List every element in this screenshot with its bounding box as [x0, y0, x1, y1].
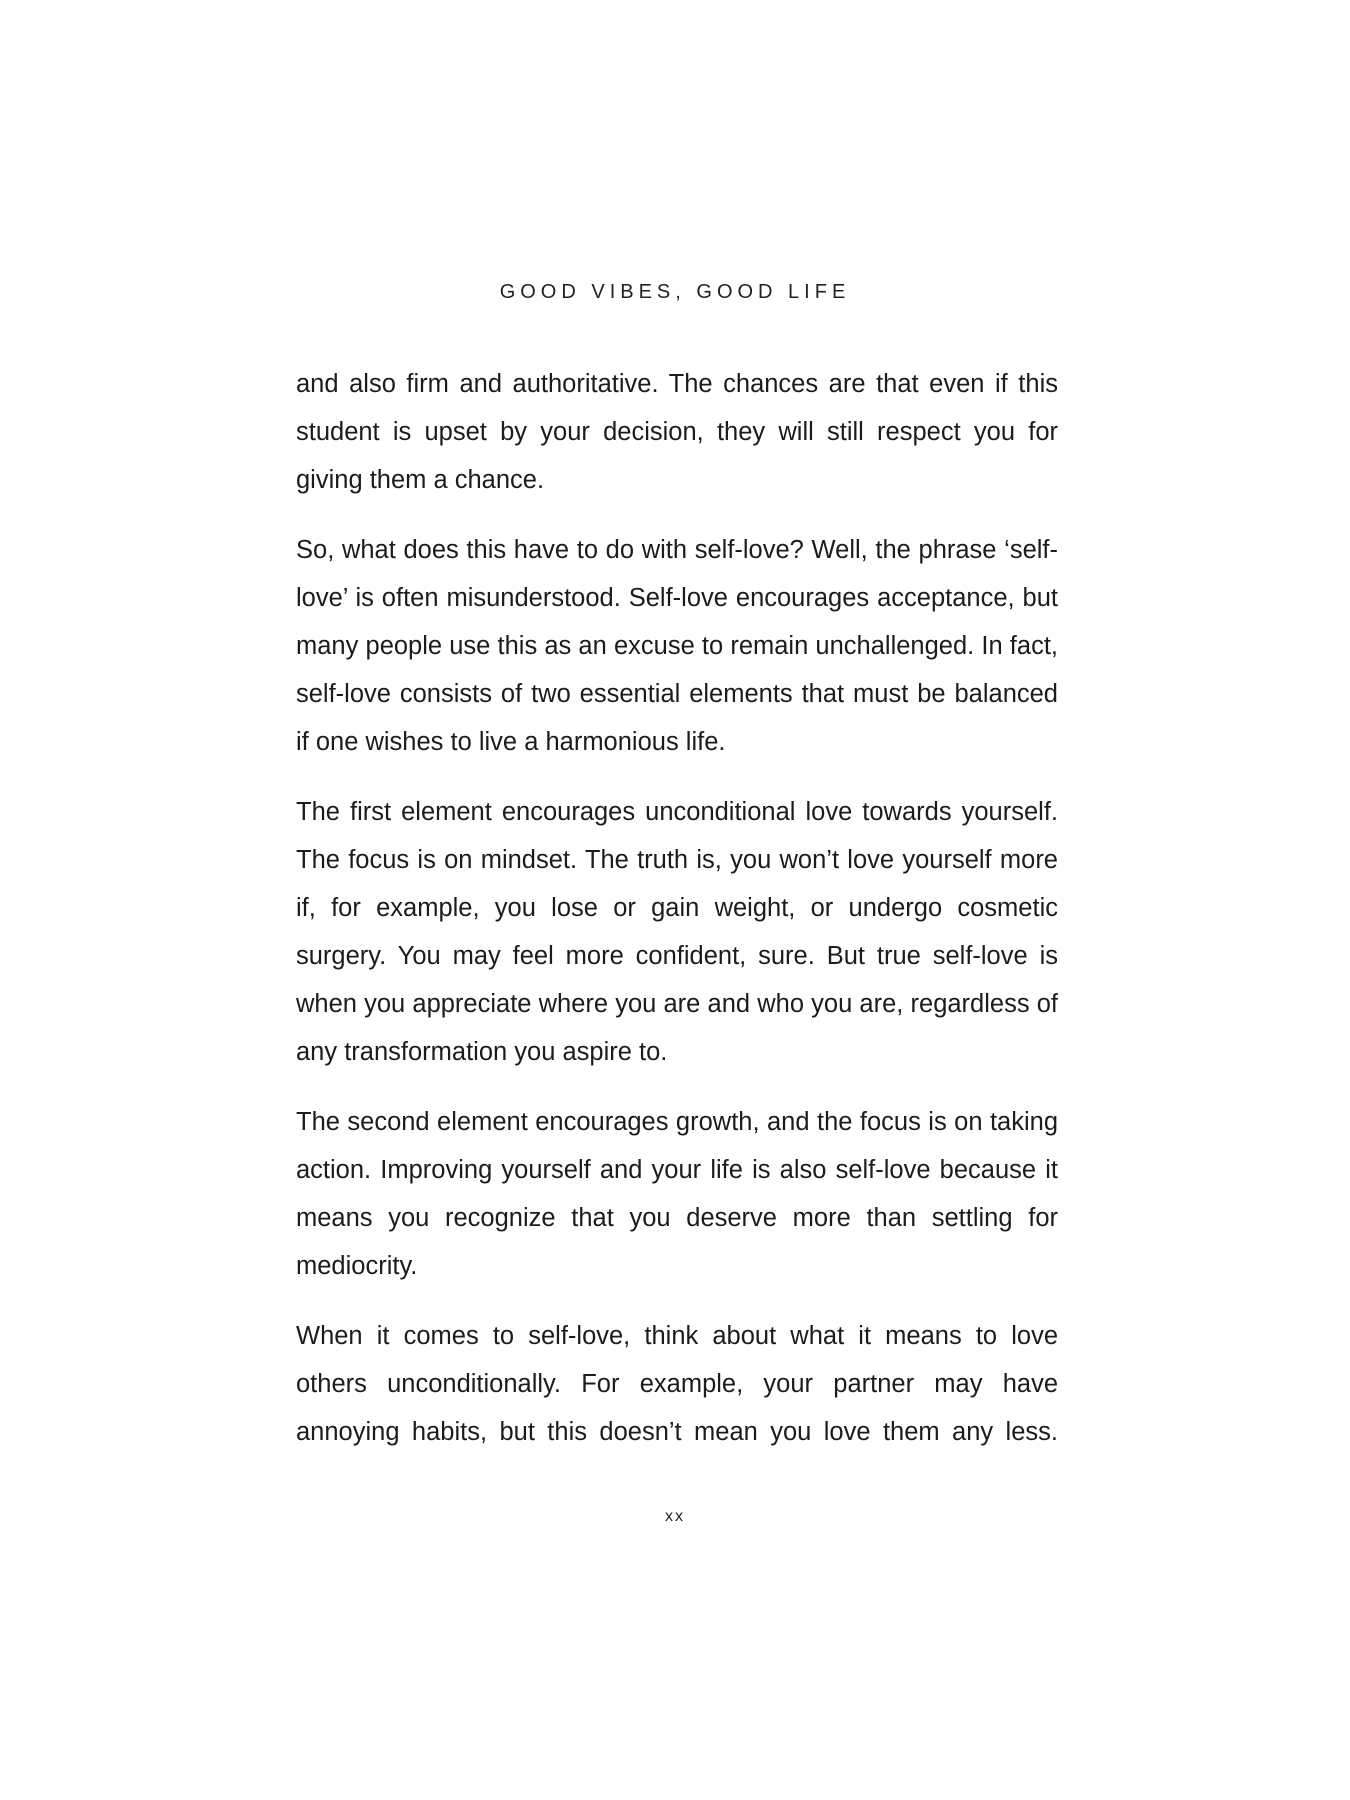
paragraph-4: The second element encourages growth, and the focus is on taking action. Improving yourself and your life is also self-love because it means you recognize that you deserve more than settling for mediocrity. [296, 1108, 1058, 1280]
paragraph-3: The first element encourages unconditional love towards yourself. The focus is on mindset. The truth is, you won’t love yourself more if, for example, you lose or gain weight, or undergo cosmetic surgery. You may feel more confident, sure. But true self-love is when you appreciate where you are and who you are, regardless of any transformation you aspire to. [296, 798, 1058, 1066]
paragraph-5: When it comes to self-love, think about what it means to love others unconditionally. For example, your partner may have annoying habits, but this doesn’t mean you love them any less. [296, 1322, 1058, 1446]
page-number: xx [665, 1508, 685, 1525]
paragraph-2: So, what does this have to do with self-love? Well, the phrase ‘self-love’ is often misunderstood. Self-love encourages acceptance, but many people use this as an excuse to remain unchallenged. In fact, self-love consists of two essential elements that must be balanced if one wishes to live a harmonious life. [296, 536, 1058, 756]
running-header: GOOD VIBES, GOOD LIFE [499, 281, 851, 303]
paragraph-1: and also firm and authoritative. The chances are that even if this student is upset by your decision, they will still respect you for giving them a chance. [296, 370, 1058, 494]
body-text [296, 360, 1058, 1478]
